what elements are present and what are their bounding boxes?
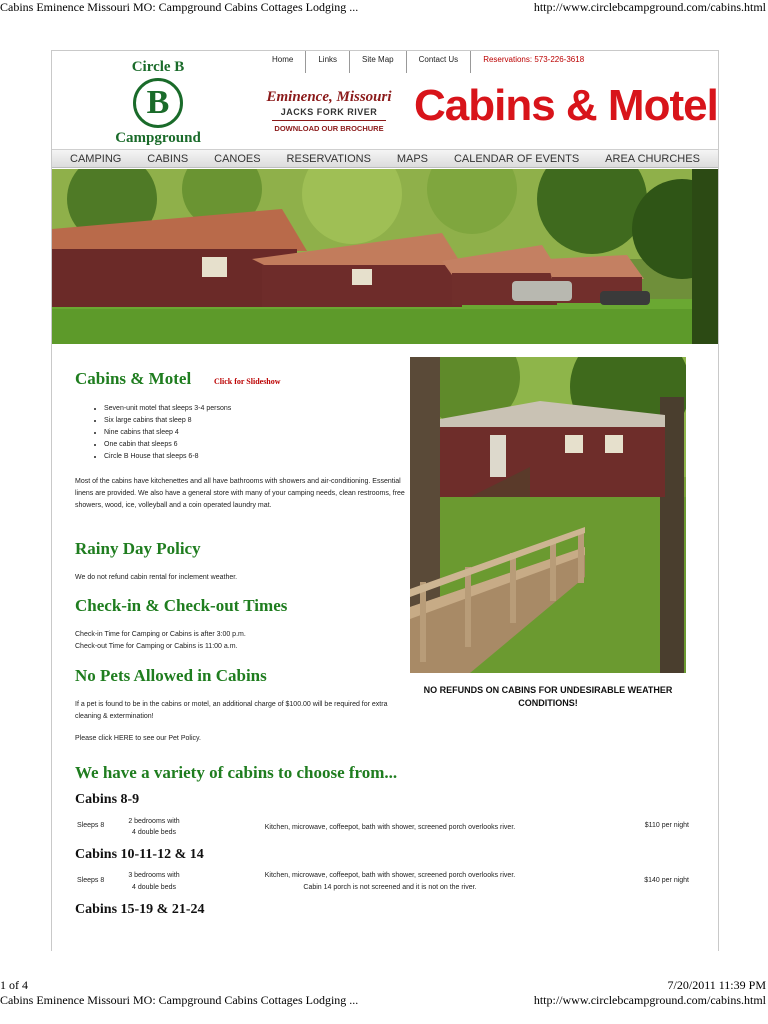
print-footer-title: Cabins Eminence Missouri MO: Campground Cabins Cottages Lodging ... xyxy=(0,993,359,1007)
nav-cabins[interactable]: CABINS xyxy=(147,153,189,165)
print-footer-url: http://www.circlebcampground.com/cabins.html xyxy=(533,993,766,1007)
logo-line1: Circle B xyxy=(131,59,185,75)
top-nav-site-map[interactable]: Site Map xyxy=(350,51,407,73)
nav-calendar-of-events[interactable]: CALENDAR OF EVENTS xyxy=(453,153,580,165)
pet-policy-link[interactable]: Please click HERE to see our Pet Policy. xyxy=(75,735,201,742)
top-nav-links[interactable]: Links xyxy=(306,51,350,73)
sleeps-value: Sleeps 8 xyxy=(77,877,105,884)
nav-camping[interactable]: CAMPING xyxy=(70,153,122,165)
river-name: JACKS FORK RIVER xyxy=(272,107,386,121)
print-page-number: 1 of 4 xyxy=(0,978,28,992)
bedrooms-line2: 4 double beds xyxy=(132,829,176,836)
main-nav xyxy=(52,149,718,168)
bedrooms-line1: 2 bedrooms with xyxy=(128,818,180,825)
no-refunds-caption: NO REFUNDS ON CABINS FOR UNDESIRABLE WEATHER CONDITIONS! xyxy=(423,685,673,708)
nav-canoes[interactable]: CANOES xyxy=(214,153,261,165)
no-pets-heading: No Pets Allowed in Cabins xyxy=(75,666,267,685)
reservations-phone: Reservations: 573-226-3618 xyxy=(483,55,585,64)
town-name: Eminence, Missouri xyxy=(266,89,392,105)
amenities-line1: Kitchen, microwave, coffeepot, bath with shower, screened porch overlooks river. xyxy=(264,872,516,879)
slideshow-link[interactable]: Click for Slideshow xyxy=(214,377,281,386)
checkout-text: Check-out Time for Camping or Cabins is 11:00 a.m. xyxy=(75,643,238,650)
nav-reservations[interactable]: RESERVATIONS xyxy=(286,153,371,165)
bedrooms-line1: 3 bedrooms with xyxy=(128,872,180,879)
cabins-banner-illustration xyxy=(52,169,718,344)
cabins-10-14-heading: Cabins 10-11-12 & 14 xyxy=(75,847,204,862)
print-header-title: Cabins Eminence Missouri MO: Campground Cabins Cottages Lodging ... xyxy=(0,0,359,14)
amenities-paragraph: Most of the cabins have kitchenettes and all have bathrooms with showers and air-conditioning. Essential linens are provided. We also have a general store with many of your camping needs, clean restrooms, free showers, wood, ice, volleyball and a coin operated laundry mat. xyxy=(75,478,405,509)
list-item: • Seven-unit motel that sleeps 3-4 persons xyxy=(104,403,231,415)
top-nav xyxy=(260,51,596,73)
top-nav-home[interactable]: Home xyxy=(260,51,306,73)
list-item: • Nine cabins that sleep 4 xyxy=(104,427,231,439)
nav-area-churches[interactable]: AREA CHURCHES xyxy=(605,153,700,165)
cabins-8-9-heading: Cabins 8-9 xyxy=(75,792,140,807)
top-nav-contact-us[interactable]: Contact Us xyxy=(407,51,472,73)
download-brochure-link[interactable]: DOWNLOAD OUR BROCHURE xyxy=(274,124,384,133)
accommodation-list xyxy=(92,403,231,463)
price-value: $140 per night xyxy=(644,877,689,884)
amenities-line1: Kitchen, microwave, coffeepot, bath with shower, screened porch overlooks river. xyxy=(264,824,516,831)
logo-line2: Campground xyxy=(115,130,201,146)
rainy-day-text: We do not refund cabin rental for inclement weather. xyxy=(75,574,238,581)
nav-maps[interactable]: MAPS xyxy=(396,153,429,165)
web-page xyxy=(51,50,719,951)
list-item: • Circle B House that sleeps 6-8 xyxy=(104,451,231,463)
list-item: • Six large cabins that sleep 8 xyxy=(104,415,231,427)
eminence-badge xyxy=(264,89,394,133)
bedrooms-line2: 4 double beds xyxy=(132,884,176,891)
logo-letter: B xyxy=(133,78,183,128)
cabin-bridge-photo xyxy=(410,357,686,673)
amenities-line2: Cabin 14 porch is not screened and it is not on the river. xyxy=(303,884,477,891)
circle-b-logo[interactable] xyxy=(108,58,208,146)
cabins-15-24-heading: Cabins 15-19 & 21-24 xyxy=(75,902,205,917)
checkin-text: Check-in Time for Camping or Cabins is after 3:00 p.m. xyxy=(75,631,246,638)
print-datetime: 7/20/2011 11:39 PM xyxy=(667,978,766,992)
no-pets-text: If a pet is found to be in the cabins or motel, an additional charge of $100.00 will be required for extra cleaning & extermination! xyxy=(75,701,388,720)
sleeps-value: Sleeps 8 xyxy=(77,822,105,829)
cabins-motel-heading: Cabins & Motel xyxy=(75,369,192,388)
variety-heading: We have a variety of cabins to choose from... xyxy=(75,763,398,782)
print-header-url: http://www.circlebcampground.com/cabins.html xyxy=(533,0,766,14)
page-title: Cabins & Motel xyxy=(414,81,718,130)
rainy-day-heading: Rainy Day Policy xyxy=(75,539,201,558)
print-header xyxy=(0,0,768,14)
cabin-bridge-illustration xyxy=(410,357,686,673)
price-value: $110 per night xyxy=(644,822,689,829)
list-item: • One cabin that sleeps 6 xyxy=(104,439,231,451)
cabins-banner-image xyxy=(52,169,718,344)
checkin-heading: Check-in & Check-out Times xyxy=(75,596,288,615)
